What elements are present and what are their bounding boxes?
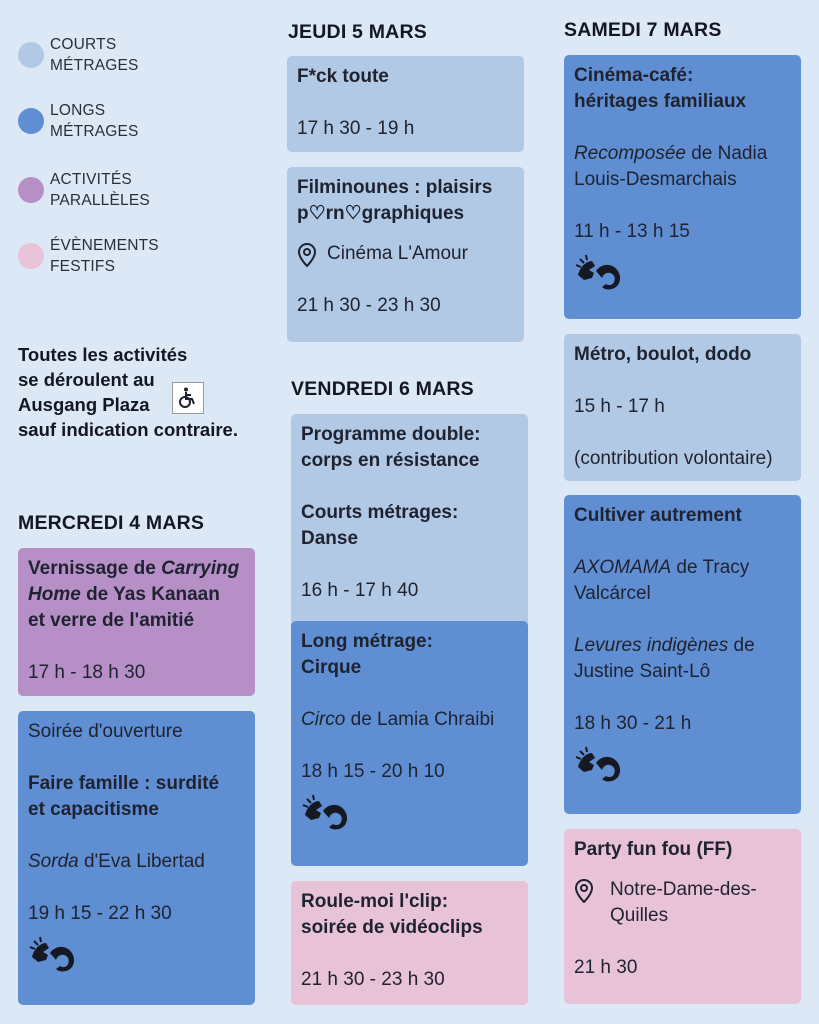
event-subtitle: Danse — [301, 528, 359, 549]
event-subtitle: Courts métrages: — [301, 502, 459, 523]
event-title: Cirque — [301, 657, 362, 678]
event-location: Cinéma L'Amour — [327, 243, 468, 264]
film-director: de — [728, 635, 755, 656]
event-card-cinema-cafe[interactable] — [564, 55, 801, 319]
location-pin-icon — [297, 243, 317, 267]
event-title: héritages familiaux — [574, 91, 747, 112]
event-time: 21 h 30 - 23 h 30 — [297, 295, 441, 316]
event-card-roule-moi-lclip[interactable] — [291, 881, 528, 1005]
event-card-soiree-ouverture[interactable] — [18, 711, 255, 1005]
film-title: AXOMAMA — [574, 557, 672, 578]
film-title: Recomposée — [574, 143, 686, 164]
event-title: corps en résistance — [301, 450, 480, 471]
event-title: Roule-moi l'clip: — [301, 891, 449, 912]
film-director: de Tracy — [671, 557, 750, 578]
event-title-italic: Carrying — [161, 558, 240, 579]
event-title: et verre de l'amitié — [28, 610, 195, 631]
legend-dot-longs — [18, 108, 44, 134]
event-title: Métro, boulot, dodo — [574, 344, 752, 365]
legend-dot-activites — [18, 177, 44, 203]
event-title: Filminounes : plaisirs — [297, 177, 493, 198]
event-title: soirée de vidéoclips — [301, 917, 483, 938]
sign-language-icon — [301, 793, 518, 841]
event-title: et capacitisme — [28, 799, 159, 820]
legend-courts-metrages — [18, 34, 139, 76]
event-time: 18 h 15 - 20 h 10 — [301, 761, 445, 782]
note-line: sauf indication contraire. — [18, 419, 238, 440]
event-note: (contribution volontaire) — [574, 448, 773, 469]
note-line: Ausgang Plaza — [18, 394, 150, 415]
event-title-italic: Home — [28, 584, 81, 605]
legend-label: ÉVÈNEMENTS — [50, 237, 159, 254]
legend-evenements-festifs — [18, 235, 159, 277]
legend-dot-evenements — [18, 243, 44, 269]
event-title: Long métrage: — [301, 631, 433, 652]
event-title: F*ck toute — [297, 66, 389, 87]
film-director: Louis-Desmarchais — [574, 169, 737, 190]
film-title: Levures indigènes — [574, 635, 729, 656]
event-location: Notre-Dame-des- — [610, 879, 757, 900]
event-card-filminounes[interactable] — [287, 167, 524, 342]
legend-longs-metrages — [18, 100, 139, 142]
event-card-vernissage[interactable] — [18, 548, 255, 696]
film-title: Sorda — [28, 851, 79, 872]
event-card-metro-boulot-dodo[interactable] — [564, 334, 801, 481]
day-header-saturday: SAMEDI 7 MARS — [564, 19, 722, 41]
event-title: Vernissage de — [28, 558, 162, 579]
venue-note — [18, 342, 238, 442]
legend-label: ACTIVITÉS — [50, 171, 132, 188]
event-time: 15 h - 17 h — [574, 396, 665, 417]
note-line: Toutes les activités — [18, 344, 188, 365]
legend-label: MÉTRAGES — [50, 57, 139, 74]
legend-label: LONGS — [50, 102, 106, 119]
wheelchair-icon — [172, 382, 204, 414]
event-title: Cinéma-café: — [574, 65, 694, 86]
day-header-friday: VENDREDI 6 MARS — [291, 378, 474, 400]
note-line: se déroulent au — [18, 369, 155, 390]
film-director: de Nadia — [685, 143, 768, 164]
event-time: 21 h 30 - 23 h 30 — [301, 969, 445, 990]
legend-label: PARALLÈLES — [50, 192, 150, 209]
event-card-party-fun-fou[interactable] — [564, 829, 801, 1004]
legend-activites-paralleles — [18, 169, 150, 211]
film-title: Circo — [301, 709, 346, 730]
event-title: de Yas Kanaan — [80, 584, 220, 605]
legend-label: MÉTRAGES — [50, 123, 139, 140]
legend-dot-courts — [18, 42, 44, 68]
event-location: Quilles — [610, 905, 669, 926]
event-time: 17 h - 18 h 30 — [28, 662, 146, 683]
sign-language-icon — [574, 745, 791, 793]
event-time: 19 h 15 - 22 h 30 — [28, 903, 172, 924]
event-pretitle: Soirée d'ouverture — [28, 721, 183, 742]
event-title: p♡rn♡graphiques — [297, 203, 465, 224]
sign-language-icon — [574, 253, 791, 301]
event-time: 21 h 30 — [574, 957, 638, 978]
location-pin-icon — [574, 879, 594, 903]
event-card-cultiver-autrement[interactable] — [564, 495, 801, 814]
event-time: 17 h 30 - 19 h — [297, 118, 415, 139]
film-director: Justine Saint-Lô — [574, 661, 711, 682]
legend-label: COURTS — [50, 36, 117, 53]
event-title: Faire famille : surdité — [28, 773, 220, 794]
event-time: 11 h - 13 h 15 — [574, 221, 690, 242]
event-time: 16 h - 17 h 40 — [301, 580, 419, 601]
sign-language-icon — [28, 935, 245, 983]
film-director: Valcárcel — [574, 583, 651, 604]
event-card-long-metrage-cirque[interactable] — [291, 621, 528, 866]
event-card-fck-toute[interactable] — [287, 56, 524, 152]
event-title: Cultiver autrement — [574, 505, 742, 526]
legend-label: FESTIFS — [50, 258, 116, 275]
event-title: Programme double: — [301, 424, 481, 445]
event-time: 18 h 30 - 21 h — [574, 713, 692, 734]
event-title: Party fun fou (FF) — [574, 839, 733, 860]
event-card-programme-double[interactable] — [291, 414, 528, 632]
day-header-thursday: JEUDI 5 MARS — [288, 21, 427, 43]
film-director: d'Eva Libertad — [78, 851, 205, 872]
day-header-wednesday: MERCREDI 4 MARS — [18, 512, 205, 534]
film-director: de Lamia Chraibi — [345, 709, 495, 730]
